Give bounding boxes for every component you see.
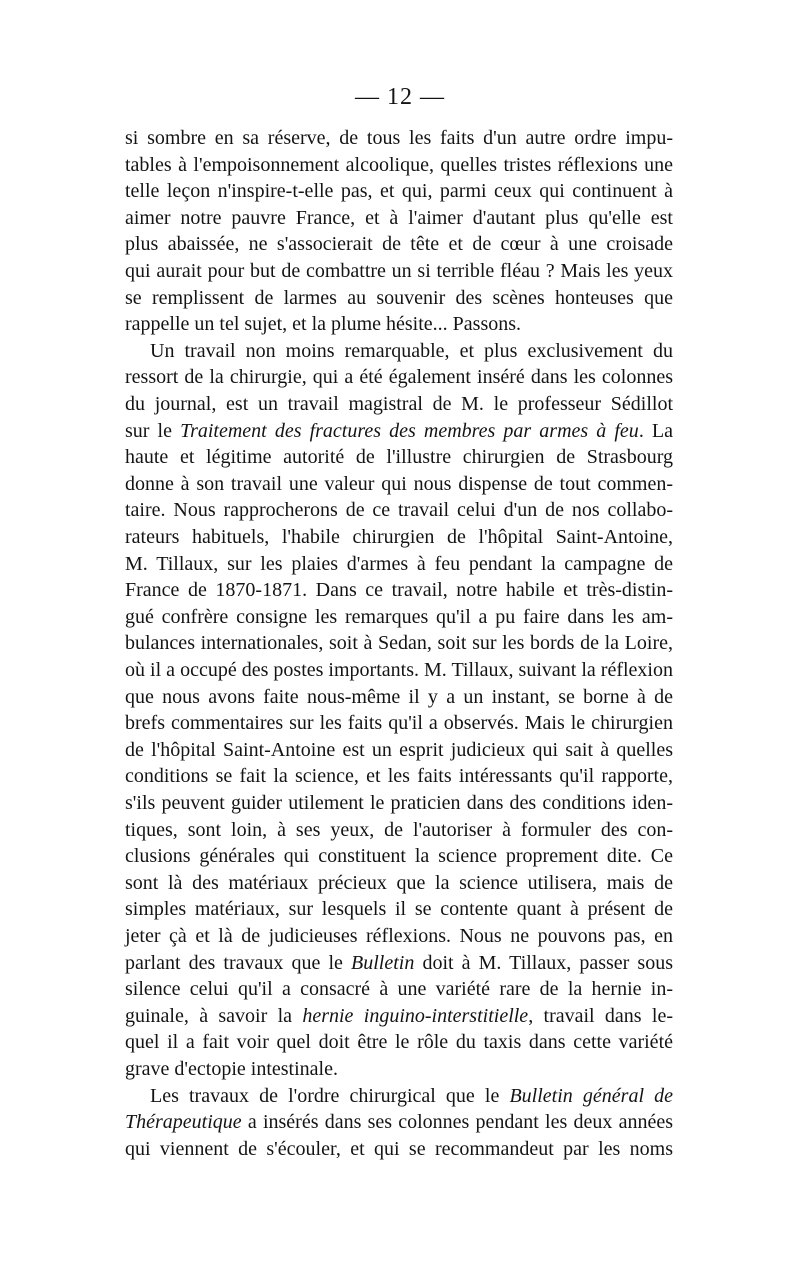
text-segment: doit à M. Tillaux, passer sous <box>414 951 674 974</box>
text-segment: haute et légitime autorité de l'illustre chirurgien de Strasbourg <box>125 446 673 469</box>
italic-text: Bulletin <box>351 951 415 974</box>
text-segment: M. Tillaux, sur les plaies d'armes à feu pendant la campagne de <box>125 552 673 575</box>
text-segment: du journal, est un travail magistral de M. le professeur Sédillot <box>125 393 673 415</box>
text-segment: ressort de la chirurgie, qui a été également inséré dans les colonnes <box>125 366 673 389</box>
text-segment: bulances internationales, soit à Sedan, soit sur les bords de la Loire, <box>125 632 673 655</box>
text-line <box>125 869 673 898</box>
text-segment: gué confrère consigne les remarques qu'il a pu faire dans les am- <box>125 605 673 628</box>
text-line <box>125 284 673 313</box>
text-segment: simples matériaux, sur lesquels il se contente quant à présent de <box>125 898 673 921</box>
text-line <box>125 204 673 233</box>
italic-text: Bulletin général de <box>509 1084 673 1107</box>
text-line <box>150 337 673 366</box>
text-segment: donne à son travail une valeur qui nous dispense de tout commen- <box>125 472 673 495</box>
text-line <box>125 496 673 525</box>
text-segment: s'ils peuvent guider utilement le praticien dans des conditions iden- <box>125 792 673 814</box>
text-line <box>125 363 673 392</box>
text-segment: où il a occupé des postes importants. M. Tillaux, suivant la réflexion <box>125 659 673 681</box>
text-segment: jeter çà et là de judicieuses réflexions. Nous ne pouvons pas, en <box>125 925 673 947</box>
text-line <box>125 230 673 259</box>
text-line <box>125 709 673 738</box>
text-segment: Un travail non moins remarquable, et plus exclusivement du <box>150 339 673 362</box>
text-segment: que nous avons faite nous-même il y a un instant, se borne à de <box>125 685 673 708</box>
text-line <box>125 443 673 472</box>
text-segment: sur le <box>125 419 181 442</box>
text-segment: Les travaux de l'ordre chirurgical que le <box>150 1084 510 1107</box>
text-line <box>125 922 673 951</box>
text-segment: telle leçon n'inspire-t-elle pas, et qui, parmi ceux qui continuent à <box>125 180 673 203</box>
text-line <box>125 842 673 871</box>
text-segment: tiques, sont loin, à ses yeux, de l'autoriser à formuler des con- <box>125 818 673 841</box>
text-line <box>125 629 673 658</box>
text-line <box>125 789 673 818</box>
italic-text: hernie inguino-interstitielle <box>302 1004 529 1027</box>
text-segment: guinale, à savoir la <box>125 1004 303 1027</box>
text-line <box>125 550 673 579</box>
text-line <box>125 576 673 605</box>
text-segment: conditions se fait la science, et les faits intéressants qu'il rapporte, <box>125 765 673 788</box>
text-line <box>125 310 673 339</box>
text-line <box>125 1002 673 1031</box>
text-line <box>125 257 673 286</box>
text-segment: silence celui qu'il a consacré à une variété rare de la hernie in- <box>125 978 673 1001</box>
text-line <box>125 895 673 924</box>
text-segment: rappelle un tel sujet, et la plume hésite... Passons. <box>125 313 522 336</box>
text-line <box>125 124 673 153</box>
text-segment: de l'hôpital Saint-Antoine est un esprit judicieux qui sait à quelles <box>125 738 673 761</box>
text-segment: rateurs habituels, l'habile chirurgien de l'hôpital Saint-Antoine, <box>125 526 673 548</box>
text-segment: , travail dans le- <box>528 1004 673 1027</box>
text-line <box>125 1055 673 1084</box>
text-line <box>125 1108 673 1137</box>
text-line <box>125 816 673 845</box>
text-line <box>125 470 673 499</box>
text-segment: qui aurait pour but de combattre un si terrible fléau ? Mais les yeux <box>125 260 673 282</box>
text-segment: a insérés dans ses colonnes pendant les deux années <box>241 1111 673 1134</box>
text-line <box>125 390 673 419</box>
text-segment: si sombre en sa réserve, de tous les faits d'un autre ordre impu- <box>125 127 673 149</box>
text-segment: brefs commentaires sur les faits qu'il a observés. Mais le chirurgien <box>125 712 673 735</box>
text-segment: parlant des travaux que le <box>125 951 352 974</box>
text-line <box>125 151 673 180</box>
text-segment: sont là des matériaux précieux que la science utilisera, mais de <box>125 871 673 894</box>
text-segment: clusions générales qui constituent la science proprement dite. Ce <box>125 845 673 868</box>
text-line <box>125 975 673 1004</box>
text-segment: plus abaissée, ne s'associerait de tête et de cœur à une croisade <box>125 233 673 256</box>
text-segment: France de 1870-1871. Dans ce travail, notre habile et très-distin- <box>125 579 673 602</box>
text-line <box>125 656 673 685</box>
text-line <box>125 762 673 791</box>
text-line <box>125 417 673 446</box>
page-number: — 12 — <box>355 84 445 110</box>
text-segment: grave d'ectopie intestinale. <box>125 1058 338 1080</box>
text-line <box>125 1135 673 1164</box>
text-line <box>125 736 673 765</box>
text-segment: . La <box>638 419 673 442</box>
text-line <box>125 603 673 632</box>
text-line <box>150 1082 673 1111</box>
italic-text: Traitement des fractures des membres par armes à feu <box>180 419 639 442</box>
text-line <box>125 523 673 552</box>
text-line <box>125 177 673 206</box>
text-segment: quel il a fait voir quel doit être le rôle du taxis dans cette variété <box>125 1031 673 1054</box>
text-segment: se remplissent de larmes au souvenir des scènes honteuses que <box>125 286 673 309</box>
text-line <box>125 1028 673 1057</box>
text-line <box>125 949 673 978</box>
italic-text: Thérapeutique <box>125 1111 242 1134</box>
text-segment: taire. Nous rapprocherons de ce travail celui d'un de nos collabo- <box>125 499 673 522</box>
text-line <box>125 683 673 712</box>
text-segment: qui viennent de s'écouler, et qui se recommandeut par les noms <box>125 1137 673 1160</box>
text-segment: aimer notre pauvre France, et à l'aimer d'autant plus qu'elle est <box>125 206 673 229</box>
text-segment: tables à l'empoisonnement alcoolique, quelles tristes réflexions une <box>125 153 673 176</box>
